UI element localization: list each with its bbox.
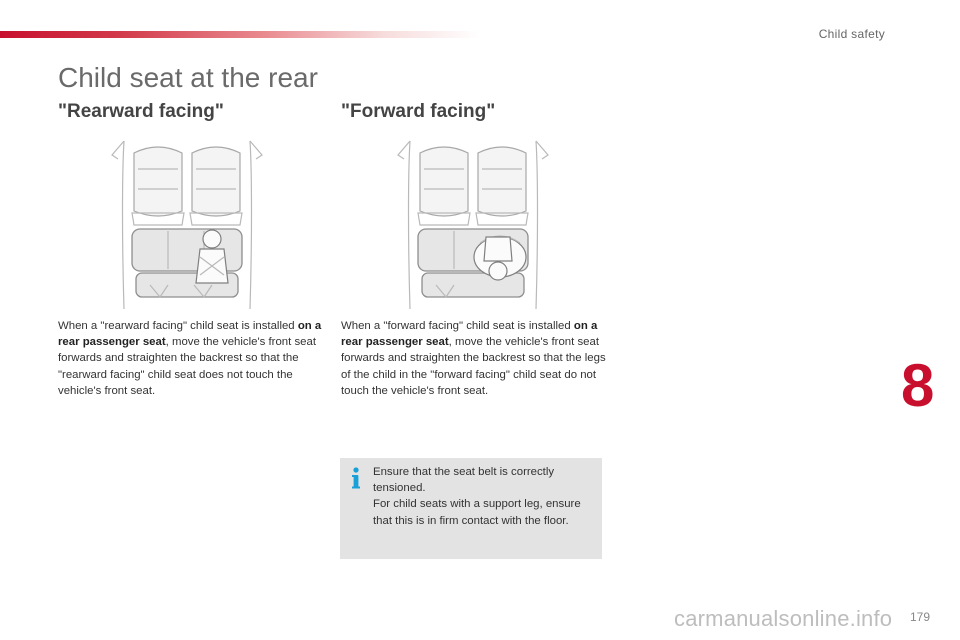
rear-seat-emphasis: on a rear passenger seat [58,320,322,349]
chapter-color-bar [0,31,480,38]
rear-seat-emphasis: on a rear passenger seat [341,320,598,349]
rearward-facing-seat-illustration [102,133,272,311]
page-number: 179 [910,610,931,624]
info-box [340,458,602,559]
watermark: carmanualsonline.info [674,606,893,631]
page-title: Child seat at the rear [58,62,318,93]
rearward-facing-heading: "Rearward facing" [58,101,224,122]
forward-facing-instructions: When a "forward facing" child seat is installed on a rear passenger seat, move the vehicle's front seat forwards and straighten the backrest so that the legs of the child in the "forward facing" child seat do not touch the vehicle's front seat. [341,320,606,397]
forward-facing-seat-illustration [388,133,558,311]
info-icon [350,467,362,489]
rearward-facing-instructions: When a "rearward facing" child seat is installed on a rear passenger seat, move the vehicle's front seat forwards and straighten the backrest so that the "rearward facing" child seat does not touch the vehicle's front seat. [58,320,322,397]
forward-facing-heading: "Forward facing" [341,101,496,122]
info-text: Ensure that the seat belt is correctly tensioned. For child seats with a support leg, ensure that this is in firm contact with the floor. [373,466,581,527]
chapter-number: 8 [901,352,935,419]
chapter-label: Child safety [818,27,885,41]
